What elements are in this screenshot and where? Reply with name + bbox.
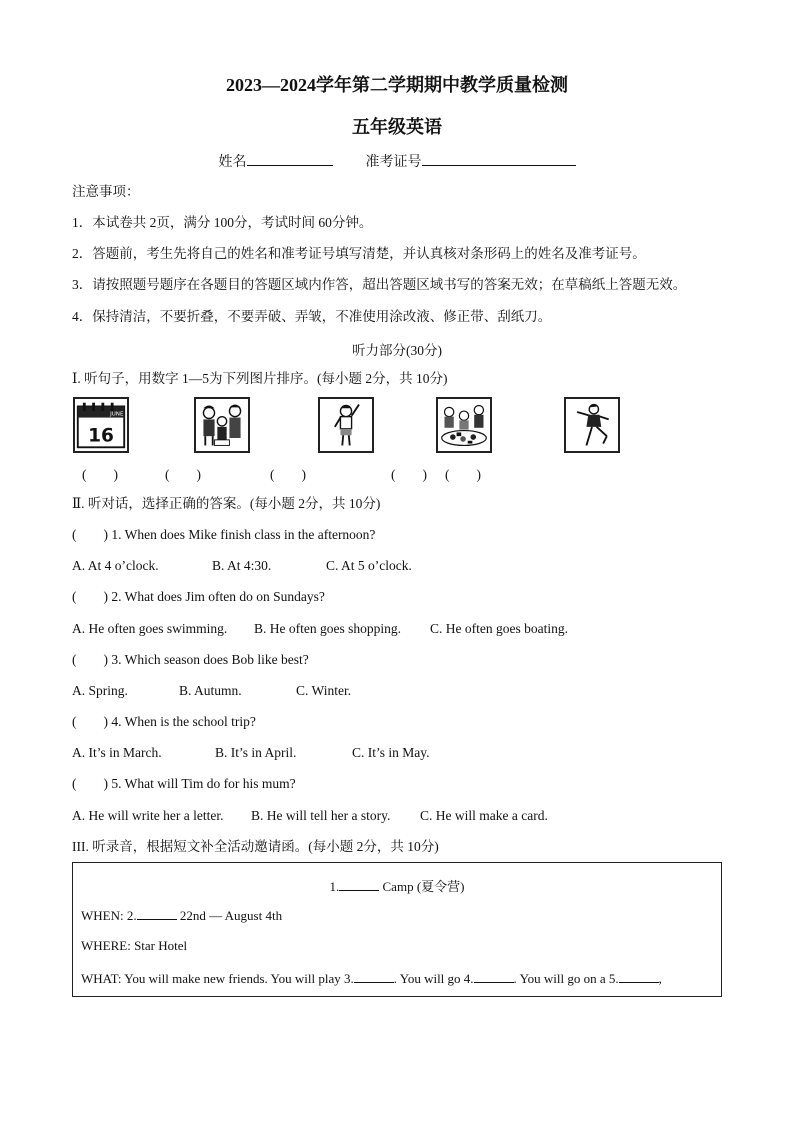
blank-5[interactable] [619, 970, 659, 983]
listening-heading: 听力部分(30分) [352, 343, 442, 358]
q5-option-a: A. He will write her a letter. [72, 808, 224, 823]
answer-paren-4[interactable]: ( ) [391, 467, 427, 482]
q1-option-c: C. At 5 o’clock. [326, 558, 412, 573]
notice-item-4: 4．保持清洁，不要折叠，不要弄破、弄皱，不准使用涂改液、修正带、刮纸刀。 [72, 309, 552, 324]
calendar-icon [73, 397, 129, 453]
notice-item-2: 2．答题前，考生先将自己的姓名和准考证号填写清楚，并认真核对条形码上的姓名及准考证号。 [72, 246, 646, 261]
invitation-where: WHERE: Star Hotel [81, 938, 188, 953]
q2-option-b: B. He often goes shopping. [254, 621, 401, 636]
q5-option-c: C. He will make a card. [420, 808, 548, 823]
q5-option-b: B. He will tell her a story. [251, 808, 391, 823]
student-info-row [0, 151, 794, 171]
q1-option-b: B. At 4:30. [212, 558, 272, 573]
notice-heading: 注意事项： [72, 184, 140, 199]
answer-paren-2[interactable]: ( ) [165, 467, 201, 482]
blank-4[interactable] [474, 970, 514, 983]
family-icon [194, 397, 250, 453]
question-2: ( ) 2. What does Jim often do on Sundays? [72, 589, 325, 604]
invitation-title: 1. Camp (夏令营) [329, 879, 465, 894]
calendar-day: 16 [88, 425, 114, 447]
exam-title: 2023—2024学年第二学期期中教学质量检测 [226, 75, 568, 95]
name-label: 姓名 [218, 155, 247, 170]
answer-paren-1[interactable]: ( ) [82, 467, 118, 482]
q3-option-b: B. Autumn. [179, 683, 242, 698]
exam-subtitle: 五年级英语 [352, 117, 442, 137]
q3-option-a: A. Spring. [72, 683, 128, 698]
part3-heading: III. 听录音，根据短文补全活动邀请函。(每小题 2分，共 10分) [72, 839, 439, 854]
question-3: ( ) 3. Which season does Bob like best? [72, 652, 309, 667]
part1-heading: Ⅰ. 听句子，用数字 1—5为下列图片排序。(每小题 2分，共 10分) [72, 371, 448, 386]
q4-option-a: A. It’s in March. [72, 745, 162, 760]
invitation-what: WHAT: You will make new friends. You will play 3. . You will go 4. . You will go on a 5. , [81, 971, 662, 986]
blank-3[interactable] [354, 970, 394, 983]
question-5: ( ) 5. What will Tim do for his mum? [72, 776, 296, 791]
q4-option-c: C. It’s in May. [352, 745, 430, 760]
blank-1[interactable] [339, 878, 379, 891]
q2-option-c: C. He often goes boating. [430, 621, 568, 636]
q1-option-a: A. At 4 o’clock. [72, 558, 159, 573]
notice-item-3: 3．请按照题号题序在各题目的答题区域内作答，超出答题区域书写的答案无效；在草稿纸上答题无效。 [72, 277, 687, 292]
q3-option-c: C. Winter. [296, 683, 352, 698]
blank-2[interactable] [137, 907, 177, 920]
boy-icon [318, 397, 374, 453]
exam-no-field[interactable] [422, 151, 576, 166]
answer-paren-5[interactable]: ( ) [445, 467, 481, 482]
name-field[interactable] [247, 151, 333, 166]
calendar-month: JUNE [110, 411, 124, 418]
picnic-icon [436, 397, 492, 453]
invitation-when: WHEN: 2. 22nd — August 4th [81, 908, 283, 923]
answer-paren-3[interactable]: ( ) [270, 467, 306, 482]
exam-no-label: 准考证号 [365, 155, 422, 170]
part2-heading: Ⅱ. 听对话，选择正确的答案。(每小题 2分，共 10分) [72, 496, 381, 511]
invitation-box [72, 862, 722, 997]
notice-item-1: 1．本试卷共 2页，满分 100分，考试时间 60分钟。 [72, 215, 373, 230]
q4-option-b: B. It’s in April. [215, 745, 297, 760]
dancer-icon [564, 397, 620, 453]
question-1: ( ) 1. When does Mike finish class in the afternoon? [72, 527, 376, 542]
q2-option-a: A. He often goes swimming. [72, 621, 228, 636]
question-4: ( ) 4. When is the school trip? [72, 714, 256, 729]
